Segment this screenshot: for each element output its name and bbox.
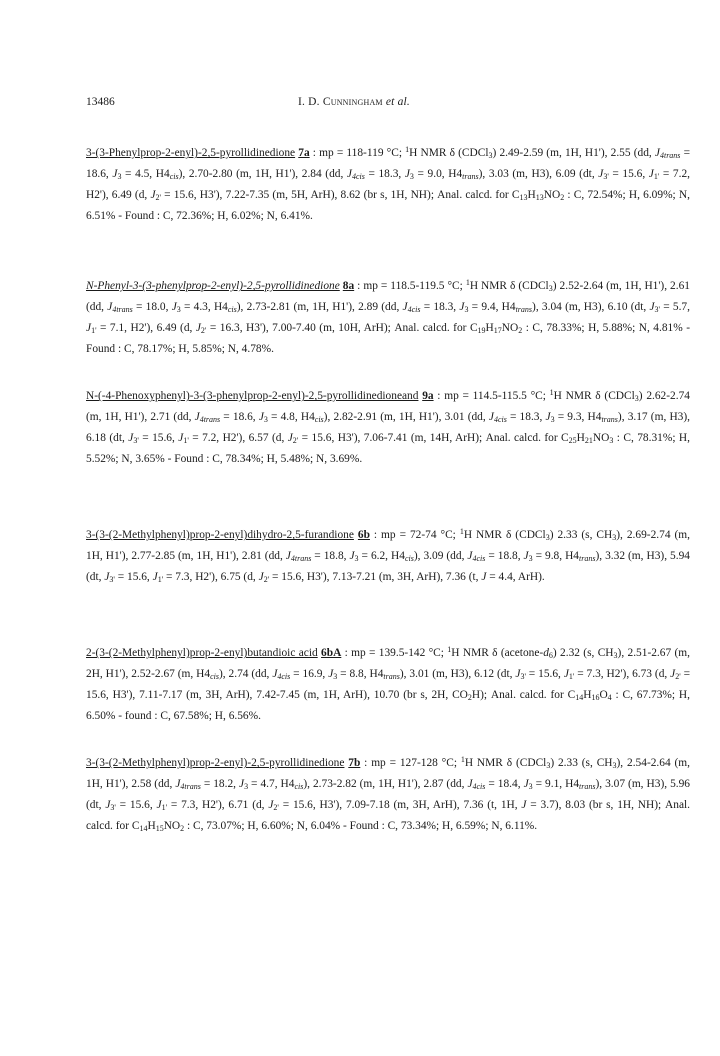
author-initials: I. D. <box>298 96 320 108</box>
compound-name: 2-(3-(2-Methylphenyl)prop-2-enyl)butandioic acid <box>86 647 318 660</box>
author-surname: Cunningham <box>322 96 383 108</box>
compound-entry-7a: 3-(3-Phenylprop-2-enyl)-2,5-pyrollidinedione 7a : mp = 118-119 °C; $^1$H NMR δ (CDCl$_3$) 2.49-2.59 (m, 1H, H1'), 2.55 (dd, $J_{4trans} = 18.6$, $J_3 = 4.5$, $H4_{cis}$), 2.70-2.80 (m, 1H, H1'), 2.84 (dd, $J_{4cis} = 18.3$, $J_3 = 9.0$, $H4_{trans}$), 3.03 (m, H3), 6.09 (dt, $J_{3'} = 15.6$, $J_{1'} = 7.2$, H2'), 6.49 (d, $J_{2'} = 15.6$, H3'), 7.22-7.35 (m, 5H, ArH), 8.62 (br s, 1H, NH); Anal. calcd. for $C_{13}H_{13}NO_2$ : C, 72.54%; H, 6.09%; N, 6.51% - Found : C, 72.36%; H, 6.02%; N, 6.41%. <box>86 145 690 223</box>
compound-id: 9a <box>422 390 434 403</box>
compound-id: 8a <box>342 280 355 293</box>
compound-entry-9a: N-(-4-Phenoxyphenyl)-3-(3-phenylprop-2-enyl)-2,5-pyrollidinedioneand 9a : mp = 114.5-115.5 °C; $^1$H NMR δ (CDCl$_3$) 2.62-2.74 (m, 1H, H1'), 2.71 (dd, $J_{4trans} = 18.6$, $J_3 = 4.8$, $H4_{cis}$), 2.82-2.91 (m, 1H, H1'), 3.01 (dd, $J_{4cis} = 18.3$, $J_3 = 9.3$, $H4_{trans}$), 3.17 (m, H3), 6.18 (dt, $J_{3'} = 15.6$, $J_{1'} = 7.2$, H2'), 6.57 (d, $J_{2'} = 15.6$, H3'), 7.06-7.41 (m, 14H, ArH); Anal. calcd. for $C_{25}H_{21}NO_3$ : C, 78.31%; H, 5.52%; N, 3.65% - Found : C, 78.34%; H, 5.48%; N, 3.69%. <box>86 388 690 466</box>
compound-id: 7a <box>298 147 310 160</box>
et-al: et al. <box>385 96 411 108</box>
compound-entry-7b: 3-(3-(2-Methylphenyl)prop-2-enyl)-2,5-pyrollidinedione 7b : mp = 127-128 °C; $^1$H NMR δ (CDCl$_3$) 2.33 (s, $CH_3$), 2.54-2.64 (m, 1H, H1'), 2.58 (dd, $J_{4trans} = 18.2$, $J_3 = 4.7$, $H4_{cis}$), 2.73-2.82 (m, 1H, H1'), 2.87 (dd, $J_{4cis} = 18.4$, $J_3 = 9.1$, $H4_{trans}$), 3.07 (m, H3), 5.96 (dt, $J_{3'} = 15.6$, $J_{1'} = 7.3$, H2'), 6.71 (d, $J_{2'} = 15.6$, H3'), 7.09-7.18 (m, 3H, ArH), 7.36 (t, 1H, J = 3.7), 8.03 (br s, 1H, NH); Anal. calcd. for $C_{14}H_{15}NO_2$ : C, 73.07%; H, 6.60%; N, 6.04% - Found : C, 73.34%; H, 6.59%; N, 6.11%. <box>86 755 691 834</box>
compound-name: N-(-4-Phenoxyphenyl)-3-(3-phenylprop-2-enyl)-2,5-pyrollidinedioneand <box>86 390 419 403</box>
compound-id: 6b <box>357 529 370 542</box>
compound-id: 6bA <box>321 647 342 660</box>
compound-name: 3-(3-(2-Methylphenyl)prop-2-enyl)-2,5-pyrollidinedione <box>86 757 345 770</box>
compound-entry-6bA: 2-(3-(2-Methylphenyl)prop-2-enyl)butandioic acid 6bA : mp = 139.5-142 °C; $^1$H NMR δ $(acetone-d_6)$ 2.32 (s, $CH_3$), 2.51-2.67 (m, 2H, H1'), 2.52-2.67 (m, $H4_{cis}$), 2.74 (dd, $J_{4cis} = 16.9$, $J_3 = 8.8$, $H4_{trans}$), 3.01 (m, H3), 6.12 (dt, $J_{3'} = 15.6$, $J_{1'} = 7.3$, H2'), 6.73 (d, $J_{2'} = 15.6$, H3'), 7.11-7.17 (m, 3H, ArH), 7.42-7.45 (m, 1H, ArH), 10.70 (br s, 2H, $CO_2H$); Anal. calcd. for $C_{14}H_{16}O_4$ : C, 67.73%; H, 6.50% - found : C, 67.58%; H, 6.56%. <box>86 645 691 723</box>
compound-name: N-Phenyl-3-(3-phenylprop-2-enyl)-2,5-pyrollidinedione <box>86 280 340 293</box>
compound-entry-6b: 3-(3-(2-Methylphenyl)prop-2-enyl)dihydro-2,5-furandione 6b : mp = 72-74 °C; $^1$H NMR δ (CDCl$_3$) 2.33 (s, $CH_3$), 2.69-2.74 (m, 1H, H1'), 2.77-2.85 (m, 1H, H1'), 2.81 (dd, $J_{4trans} = 18.8$, $J_3 = 6.2$, $H4_{cis}$), 3.09 (dd, $J_{4cis} = 18.8$, $J_3 = 9.8$, $H4_{trans}$), 3.32 (m, H3), 5.94 (dt, $J_{3'} = 15.6$, $J_{1'} = 7.3$, H2'), 6.75 (d, $J_{2'} = 15.6$, H3'), 7.13-7.21 (m, 3H, ArH), 7.36 (t, J = 4.4, ArH). <box>86 527 691 585</box>
compound-id: 7b <box>348 757 361 770</box>
compound-entry-8a: N-Phenyl-3-(3-phenylprop-2-enyl)-2,5-pyrollidinedione 8a : mp = 118.5-119.5 °C; $^1$H NMR δ (CDCl$_3$) 2.52-2.64 (m, 1H, H1'), 2.61 (dd, $J_{4trans} = 18.0$, $J_3 = 4.3$, $H4_{cis}$), 2.73-2.81 (m, 1H, H1'), 2.89 (dd, $J_{4cis} = 18.3$, $J_3 = 9.4$, $H4_{trans}$), 3.04 (m, H3), 6.10 (dt, $J_{3'} = 5.7$, $J_{1'} = 7.1$, H2'), 6.49 (d, $J_{2'} = 16.3$, H3'), 7.00-7.40 (m, 10H, ArH); Anal. calcd. for $C_{19}H_{17}NO_2$ : C, 78.33%; H, 5.88%; N, 4.81% - Found : C, 78.17%; H, 5.85%; N, 4.78%. <box>86 278 691 356</box>
page-header <box>86 96 686 112</box>
page-number: 13486 <box>86 96 115 108</box>
compound-name: 3-(3-(2-Methylphenyl)prop-2-enyl)dihydro-2,5-furandione <box>86 529 354 542</box>
running-head <box>298 96 410 108</box>
compound-name: 3-(3-Phenylprop-2-enyl)-2,5-pyrollidinedione <box>86 147 296 160</box>
